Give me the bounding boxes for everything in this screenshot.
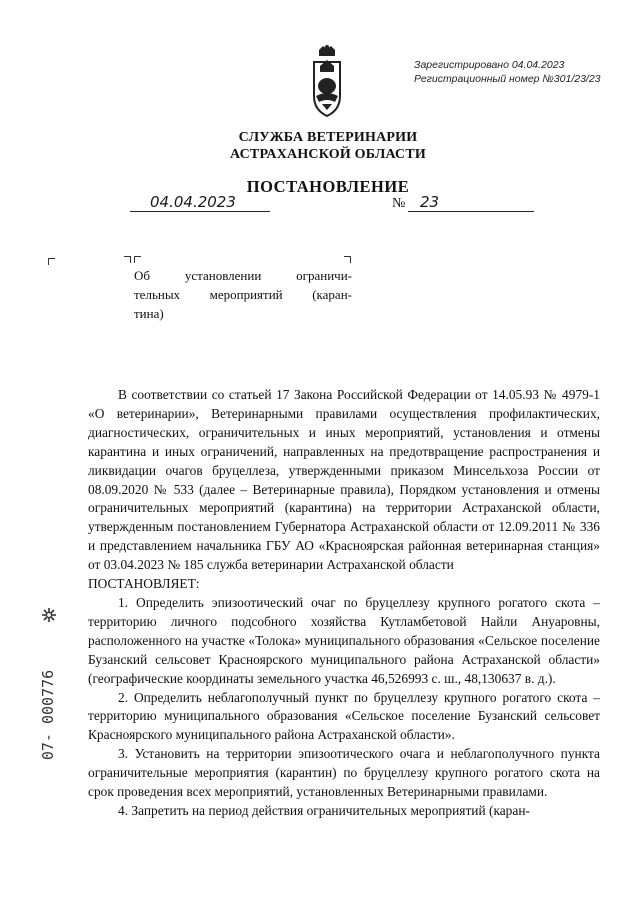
corner-mark xyxy=(48,258,55,265)
coat-of-arms-icon xyxy=(302,44,352,122)
registration-number: Регистрационный номер №301/23/23 xyxy=(414,73,601,85)
registration-date: Зарегистрировано 04.04.2023 xyxy=(414,59,565,71)
corner-mark xyxy=(124,256,131,263)
subject-line: тельных мероприятий (каран- xyxy=(134,287,352,302)
subject-line: тина) xyxy=(134,306,164,321)
subject-line: Об установлении ограничи- xyxy=(134,268,352,283)
document-body xyxy=(88,386,600,821)
subject-block xyxy=(134,266,352,323)
document-date: 04.04.2023 xyxy=(150,193,236,211)
number-sign: № xyxy=(392,196,406,211)
item-paragraph: 2. Определить неблагополучный пункт по бруцеллезу крупного рогатого скота – территорию муниципального образования «Сельское поселение Бузанский сельсовет Красноярского муниципального района Астраханской области». xyxy=(88,689,600,743)
corner-mark xyxy=(344,256,351,263)
item-paragraph: 1. Определить эпизоотический очаг по бруцеллезу крупного рогатого скота – территорию личного подсобного хозяйства Кутламбетовой Найли Ануаровны, расположенного на участке «Толока» муниципального образования «Сельское поселение Бузанский сельсовет Красноярского муниципального района Астраханской области» (географические координаты земельного участка 46,526993 с. ш., 48,130637 в. д.). xyxy=(88,594,600,686)
corner-mark xyxy=(134,256,141,263)
date-underline xyxy=(130,211,270,212)
margin-stamp-text: 07- 000776 xyxy=(39,669,57,761)
number-underline xyxy=(408,211,534,212)
org-name-line1: СЛУЖБА ВЕТЕРИНАРИИ xyxy=(238,130,418,145)
margin-stamp-number xyxy=(36,660,60,770)
org-name-line2: АСТРАХАНСКОЙ ОБЛАСТИ xyxy=(229,147,426,162)
document-title: ПОСТАНОВЛЕНИЕ xyxy=(246,177,410,196)
document-number: 23 xyxy=(420,193,440,211)
preamble-paragraph: В соответствии со статьей 17 Закона Российской Федерации от 14.05.93 № 4979-1 «О ветеринарии», Ветеринарными правилами осуществления профилактических, диагностических, ограничительных и иных мероприятий, установления и отмены карантина и иных ограничений, направленных на предотвращение распространения и ликвидации очагов бруцеллеза, утвержденными приказом Минсельхоза России от 08.09.2020 № 533 (далее – Ветеринарные правила), Порядком установления и отмены ограничительных мероприятий (карантина) на территории Астраханской области, утвержденным постановлением Губернатора Астраханской области от 12.09.2011 № 336 и представлением начальника ГБУ АО «Красноярская районная ветеринарная станция» от 03.04.2023 № 185 служба ветеринарии Астраханской области xyxy=(88,387,600,573)
item-paragraph: 3. Установить на территории эпизоотического очага и неблагополучного пункта ограничительные мероприятия (карантин) по бруцеллезу крупного рогатого скота на срок проведения всех мероприятий, установленных Ветеринарными правилами. xyxy=(88,746,600,800)
item-paragraph: 4. Запретить на период действия ограничительных мероприятий (каран- xyxy=(118,802,530,818)
resolves-heading: ПОСТАНОВЛЯЕТ: xyxy=(88,576,200,592)
staple-mark-icon xyxy=(40,606,58,624)
